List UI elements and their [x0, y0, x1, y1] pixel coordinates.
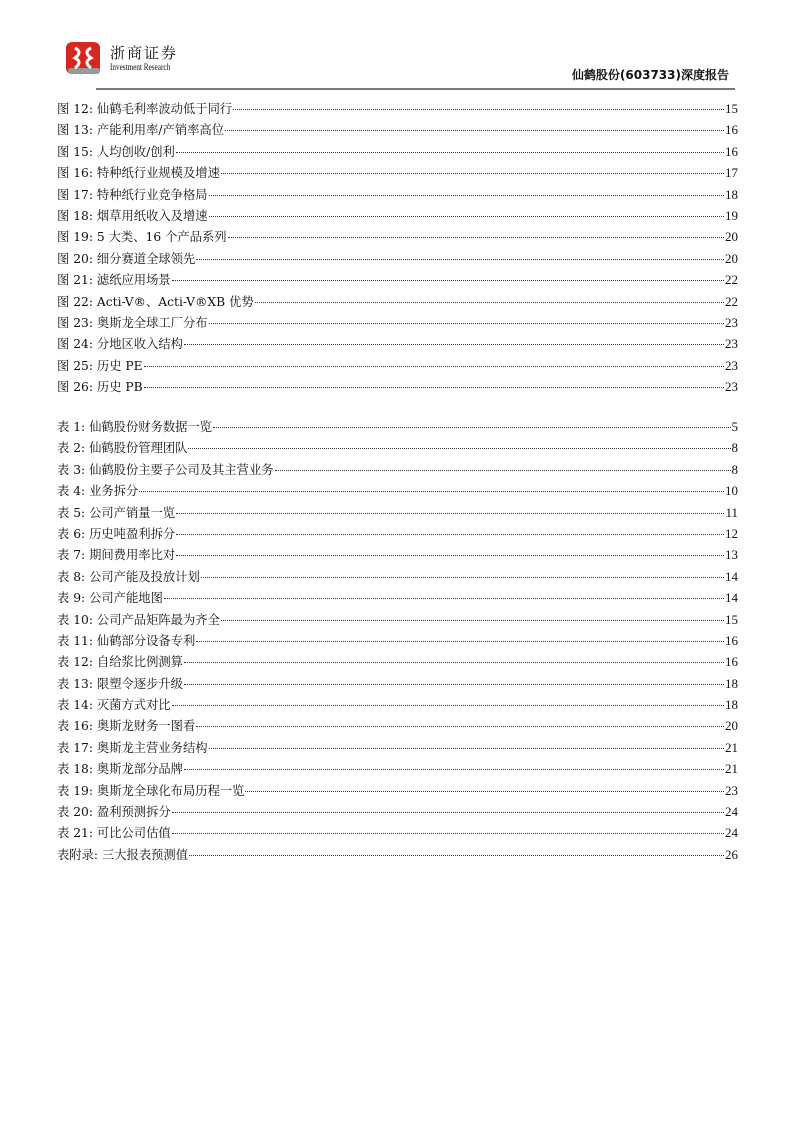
toc-entry-label[interactable]: 图 16: 特种纸行业规模及增速	[57, 166, 220, 181]
toc-entry-page[interactable]: 16	[725, 122, 738, 138]
figure-list	[57, 98, 738, 397]
table-list	[57, 416, 738, 865]
toc-entry-page[interactable]: 15	[725, 101, 738, 116]
toc-entry-label[interactable]: 图 18: 烟草用纸收入及增速	[57, 208, 208, 223]
toc-entry-page[interactable]: 8	[731, 461, 738, 477]
dot-leader	[188, 448, 730, 449]
toc-entry[interactable]	[57, 480, 738, 501]
toc-entry-page[interactable]: 23	[725, 379, 738, 395]
toc-entry-page[interactable]: 20	[725, 718, 738, 734]
dot-leader	[275, 470, 731, 471]
toc-entry-label[interactable]: 表 18: 奥斯龙部分品牌	[57, 762, 183, 777]
toc-entry-label[interactable]: 表 3: 仙鹤股份主要子公司及其主营业务	[57, 462, 274, 477]
dot-leader	[176, 555, 724, 556]
toc-entry[interactable]	[57, 758, 738, 779]
toc-entry[interactable]	[57, 523, 738, 544]
toc-entry-label[interactable]: 图 22: Acti-V®、Acti-V®XB 优势	[57, 294, 254, 309]
toc-entry[interactable]	[57, 226, 738, 247]
toc-entry-page[interactable]: 15	[725, 611, 738, 627]
toc-entry[interactable]	[57, 630, 738, 651]
toc-entry-page[interactable]: 11	[725, 504, 738, 520]
toc-entry-label[interactable]: 表 16: 奥斯龙财务一图看	[57, 719, 196, 734]
toc-entry[interactable]	[57, 312, 738, 333]
dot-leader	[196, 259, 724, 260]
dot-leader	[221, 173, 724, 174]
toc-entry[interactable]	[57, 333, 738, 354]
dot-leader	[184, 344, 724, 345]
toc-entry-page[interactable]: 12	[725, 525, 738, 541]
toc-entry[interactable]	[57, 844, 738, 865]
dot-leader	[209, 323, 724, 324]
toc-entry-label[interactable]: 表 21: 可比公司估值	[57, 826, 171, 841]
toc-entry-label[interactable]: 表 2: 仙鹤股份管理团队	[57, 441, 188, 456]
dot-leader	[233, 109, 724, 110]
toc-entry[interactable]	[57, 141, 738, 162]
dot-leader	[164, 598, 724, 599]
toc-entry-page[interactable]: 18	[725, 675, 738, 691]
dot-leader	[176, 513, 724, 514]
toc-entry-label[interactable]: 图 25: 历史 PE	[57, 358, 143, 373]
toc-entry-label[interactable]: 表 6: 历史吨盈利拆分	[57, 526, 176, 541]
toc-entry-page[interactable]: 18	[725, 186, 738, 202]
toc-entry-label[interactable]: 图 15: 人均创收/创利	[57, 144, 175, 159]
toc-entry-page[interactable]: 16	[725, 632, 738, 648]
toc-entry-label[interactable]: 表 9: 公司产能地图	[57, 591, 163, 606]
toc-entry-page[interactable]: 26	[725, 846, 738, 862]
toc-entry-label[interactable]: 表 12: 自给浆比例测算	[57, 655, 183, 670]
dot-leader	[245, 791, 724, 792]
toc-entry-label[interactable]: 表 20: 盈利预测拆分	[57, 805, 171, 820]
header-divider	[96, 88, 735, 90]
toc-entry-label[interactable]: 表 8: 公司产能及投放计划	[57, 569, 200, 584]
toc-entry-page[interactable]: 10	[725, 483, 738, 499]
brand-name: 浙商证券	[110, 44, 179, 62]
toc-entry-label[interactable]: 图 24: 分地区收入结构	[57, 337, 183, 352]
toc-entry-label[interactable]: 表 5: 公司产销量一览	[57, 505, 176, 520]
toc-entry-page[interactable]: 18	[725, 697, 738, 713]
toc-entry-page[interactable]: 8	[731, 440, 738, 456]
toc-entry[interactable]	[57, 269, 738, 290]
brand-subtitle: Investment Research	[110, 62, 171, 72]
toc-entry-label[interactable]: 表 4: 业务拆分	[57, 484, 139, 499]
toc-entry[interactable]	[57, 566, 738, 587]
dot-leader	[221, 620, 724, 621]
toc-entry-page[interactable]: 24	[725, 825, 738, 841]
toc-entry-label[interactable]: 表 13: 限塑令逐步升级	[57, 676, 183, 691]
toc-entry-page[interactable]: 20	[725, 250, 738, 266]
toc-entry-page[interactable]: 17	[725, 165, 738, 181]
toc-entry[interactable]	[57, 587, 738, 608]
toc-entry-page[interactable]: 16	[725, 654, 738, 670]
toc-entry-label[interactable]: 图 12: 仙鹤毛利率波动低于同行	[57, 102, 233, 116]
toc-entry[interactable]	[57, 291, 738, 312]
dot-leader	[225, 130, 724, 131]
dot-leader	[139, 491, 724, 492]
dot-leader	[196, 641, 724, 642]
dot-leader	[184, 662, 724, 663]
toc-entry-label[interactable]: 表 7: 期间费用率比对	[57, 548, 176, 563]
dot-leader	[209, 748, 724, 749]
toc-entry[interactable]	[57, 694, 738, 715]
toc-entry[interactable]	[57, 502, 738, 523]
toc-entry-label[interactable]: 图 17: 特种纸行业竞争格局	[57, 187, 208, 202]
toc-entry[interactable]	[57, 609, 738, 630]
toc-entry[interactable]	[57, 376, 738, 397]
toc-entry-page[interactable]: 16	[725, 143, 738, 159]
dot-leader	[176, 534, 724, 535]
toc-entry-page[interactable]: 14	[725, 568, 738, 584]
toc-entry[interactable]	[57, 119, 738, 140]
toc-entry-label[interactable]: 图 21: 滤纸应用场景	[57, 273, 171, 288]
toc-entry[interactable]	[57, 98, 738, 119]
toc-entry-page[interactable]: 20	[725, 229, 738, 245]
toc-entry-label[interactable]: 表 17: 奥斯龙主营业务结构	[57, 740, 208, 755]
toc-entry-label[interactable]: 图 26: 历史 PB	[57, 380, 143, 395]
dot-leader	[201, 577, 724, 578]
dot-leader	[184, 769, 724, 770]
toc-entry-label[interactable]: 表 11: 仙鹤部分设备专利	[57, 633, 196, 648]
toc-entry-label[interactable]: 表附录: 三大报表预测值	[57, 847, 189, 862]
toc-entry[interactable]	[57, 651, 738, 672]
toc-entry[interactable]	[57, 355, 738, 376]
toc-entry[interactable]	[57, 205, 738, 226]
toc-entry[interactable]	[57, 822, 738, 843]
dot-leader	[144, 387, 724, 388]
dot-leader	[172, 705, 724, 706]
toc-entry-page[interactable]: 22	[725, 293, 738, 309]
report-title: 仙鹤股份(603733)深度报告	[571, 68, 729, 82]
toc-entry-page[interactable]: 21	[725, 761, 738, 777]
toc-entry[interactable]	[57, 737, 738, 758]
toc-entry-page[interactable]: 5	[731, 419, 738, 434]
dot-leader	[228, 237, 724, 238]
toc-entry[interactable]	[57, 184, 738, 205]
toc-entry-page[interactable]: 22	[725, 272, 738, 288]
dot-leader	[172, 812, 724, 813]
toc-entry[interactable]	[57, 801, 738, 822]
toc-entry-page[interactable]: 24	[725, 804, 738, 820]
dot-leader	[255, 302, 724, 303]
dot-leader	[184, 684, 724, 685]
toc-entry-label[interactable]: 表 14: 灭菌方式对比	[57, 698, 171, 713]
toc-entry[interactable]	[57, 459, 738, 480]
toc-entry[interactable]	[57, 715, 738, 736]
dot-leader	[176, 152, 724, 153]
toc-entry-page[interactable]: 19	[725, 207, 738, 223]
dot-leader	[144, 366, 724, 367]
toc-entry-page[interactable]: 13	[725, 547, 738, 563]
toc-entry-page[interactable]: 21	[725, 739, 738, 755]
toc-entry[interactable]	[57, 162, 738, 183]
toc-entry-label[interactable]: 图 23: 奥斯龙全球工厂分布	[57, 315, 208, 330]
dot-leader	[209, 195, 724, 196]
toc-entry-page[interactable]: 23	[725, 336, 738, 352]
toc-entry[interactable]	[57, 248, 738, 269]
dot-leader	[189, 855, 724, 856]
toc-entry[interactable]	[57, 780, 738, 801]
toc-entry-page[interactable]: 23	[725, 357, 738, 373]
toc-entry-label[interactable]: 图 13: 产能利用率/产销率高位	[57, 123, 225, 138]
toc-entry[interactable]	[57, 437, 738, 458]
dot-leader	[209, 216, 724, 217]
zheshang-logo-icon	[64, 40, 102, 76]
dot-leader	[172, 280, 724, 281]
toc-entry-page[interactable]: 14	[725, 590, 738, 606]
toc-entry[interactable]	[57, 416, 738, 437]
dot-leader	[196, 726, 724, 727]
toc-entry-label[interactable]: 表 1: 仙鹤股份财务数据一览	[57, 420, 213, 434]
dot-leader	[213, 427, 730, 428]
toc-entry-page[interactable]: 23	[725, 782, 738, 798]
dot-leader	[172, 833, 724, 834]
toc-entry[interactable]	[57, 544, 738, 565]
toc-entry[interactable]	[57, 673, 738, 694]
toc-entry-label[interactable]: 表 19: 奥斯龙全球化布局历程一览	[57, 783, 245, 798]
toc-entry-label[interactable]: 表 10: 公司产品矩阵最为齐全	[57, 612, 220, 627]
toc-entry-label[interactable]: 图 20: 细分赛道全球领先	[57, 251, 196, 266]
toc-entry-label[interactable]: 图 19: 5 大类、16 个产品系列	[57, 230, 227, 245]
toc-entry-page[interactable]: 23	[725, 314, 738, 330]
